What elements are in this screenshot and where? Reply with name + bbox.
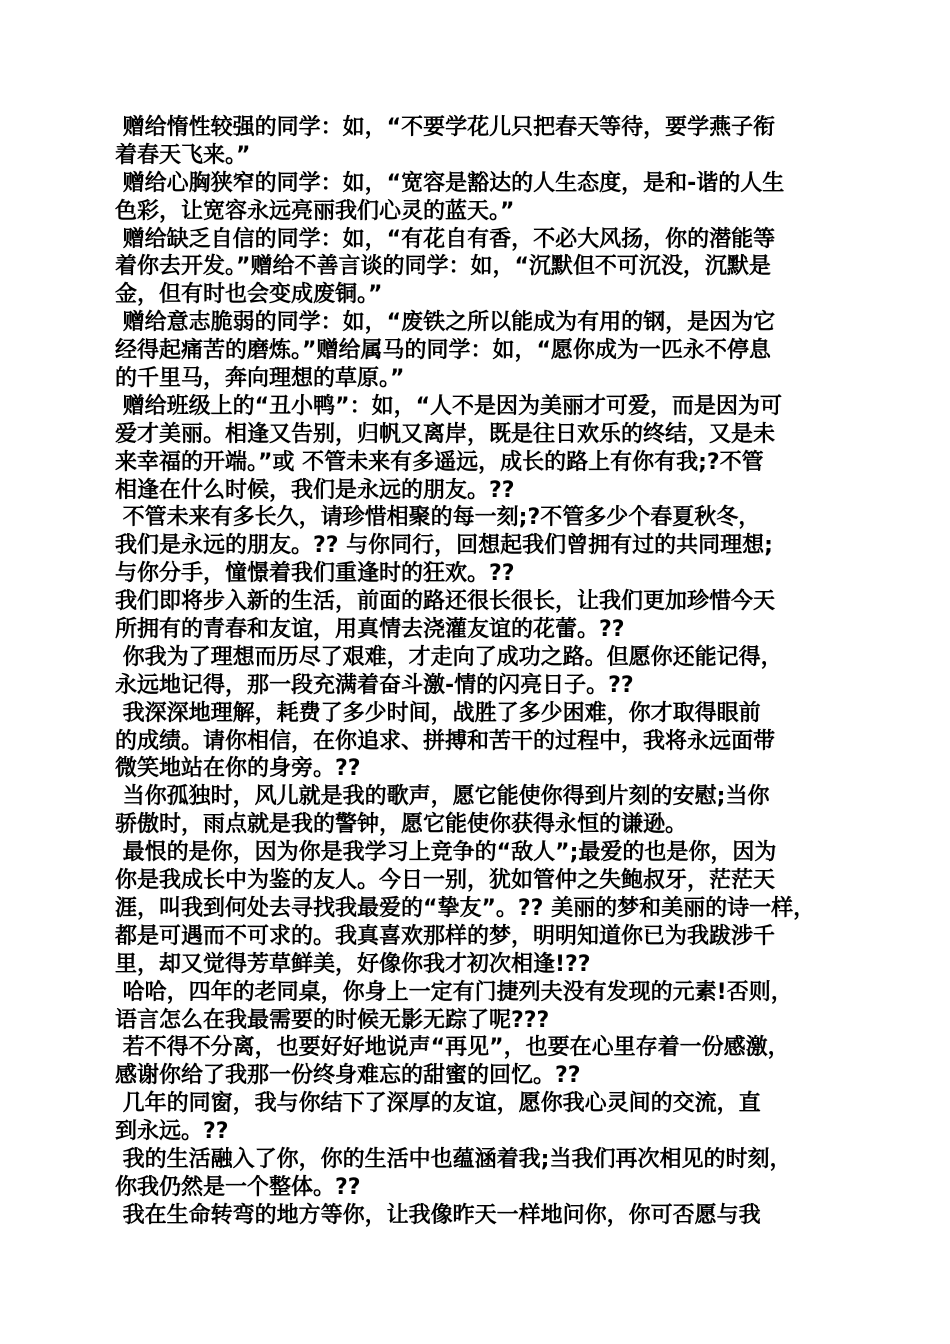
text-line: 的千里马，奔向理想的草原。” — [115, 366, 405, 392]
text-line: 语言怎么在我最需要的时候无影无踪了呢??? — [115, 1007, 550, 1033]
text-line: 我们是永远的朋友。?? 与你同行，回想起我们曾拥有过的共同理想; — [115, 533, 773, 559]
text-line: 我们即将步入新的生活，前面的路还很长很长，让我们更加珍惜今天 — [115, 589, 776, 615]
text-line: 来幸福的开端。”或 不管未来有多遥远，成长的路上有你有我;?不管 — [115, 449, 764, 475]
text-line: 与你分手，憧憬着我们重逢时的狂欢。?? — [115, 561, 515, 587]
text-line: 永远地记得，那一段充满着奋斗激-情的闪亮日子。?? — [115, 672, 634, 698]
text-line: 爱才美丽。相逢又告别，归帆又离岸，既是往日欢乐的终结，又是未 — [115, 421, 776, 447]
text-line: 最恨的是你，因为你是我学习上竞争的“敌人”;最爱的也是你，因为 — [115, 840, 777, 866]
document-body-text — [115, 114, 855, 1230]
text-line: 你我仍然是一个整体。?? — [115, 1174, 361, 1200]
text-line: 色彩，让宽容永远亮丽我们心灵的蓝天。” — [115, 198, 515, 224]
text-line: 我在生命转弯的地方等你，让我像昨天一样地问你，你可否愿与我 — [115, 1202, 761, 1228]
text-line: 赠给班级上的“丑小鸭”：如，“人不是因为美丽才可爱，而是因为可 — [115, 393, 783, 419]
text-line: 若不得不分离，也要好好地说声“再见”，也要在心里存着一份感激， — [115, 1035, 790, 1061]
text-line: 经得起痛苦的磨炼。”赠给属马的同学：如，“愿你成为一匹永不停息 — [115, 338, 771, 364]
text-line: 哈哈，四年的老同桌，你身上一定有门捷列夫没有发现的元素!否则， — [115, 979, 793, 1005]
text-line: 不管未来有多长久，请珍惜相聚的每一刻;?不管多少个春夏秋冬， — [115, 505, 761, 531]
text-line: 相逢在什么时候，我们是永远的朋友。?? — [115, 477, 515, 503]
text-line: 着春天飞来。” — [115, 142, 251, 168]
text-line: 微笑地站在你的身旁。?? — [115, 756, 361, 782]
text-line: 着你去开发。”赠给不善言谈的同学：如，“沉默但不可沉没，沉默是 — [115, 254, 771, 280]
text-line: 我的生活融入了你，你的生活中也蕴涵着我;当我们再次相见的时刻， — [115, 1146, 792, 1172]
text-line: 赠给心胸狭窄的同学：如，“宽容是豁达的人生态度，是和-谐的人生 — [115, 170, 785, 196]
text-line: 赠给意志脆弱的同学：如，“废铁之所以能成为有用的钢，是因为它 — [115, 310, 776, 336]
text-line: 赠给缺乏自信的同学：如，“有花自有香，不必大风扬，你的潜能等 — [115, 226, 776, 252]
text-line: 你我为了理想而历尽了艰难，才走向了成功之路。但愿你还能记得， — [115, 644, 783, 670]
text-line: 到永远。?? — [115, 1119, 229, 1145]
text-line: 都是可遇而不可求的。我真喜欢那样的梦，明明知道你已为我跋涉千 — [115, 923, 776, 949]
text-line: 感谢你给了我那一份终身难忘的甜蜜的回忆。?? — [115, 1063, 581, 1089]
text-line: 几年的同窗，我与你结下了深厚的友谊，愿你我心灵间的交流，直 — [115, 1091, 761, 1117]
text-line: 我深深地理解，耗费了多少时间，战胜了多少困难，你才取得眼前 — [115, 700, 761, 726]
text-line: 你是我成长中为鉴的友人。今日一别，犹如管仲之失鲍叔牙，茫茫天 — [115, 868, 776, 894]
text-line: 骄傲时，雨点就是我的警钟，愿它能使你获得永恒的谦逊。 — [115, 812, 688, 838]
text-line: 当你孤独时，风儿就是我的歌声，愿它能使你得到片刻的安慰;当你 — [115, 784, 770, 810]
text-line: 里，却又觉得芳草鲜美，好像你我才初次相逢!?? — [115, 951, 591, 977]
text-line: 赠给惰性较强的同学：如，“不要学花儿只把春天等待，要学燕子衔 — [115, 115, 776, 140]
text-line: 涯，叫我到何处去寻找我最爱的“挚友”。?? 美丽的梦和美丽的诗一样， — [115, 895, 816, 921]
text-line: 所拥有的青春和友谊，用真情去浇灌友谊的花蕾。?? — [115, 617, 625, 643]
text-line: 金，但有时也会变成废铜。” — [115, 282, 383, 308]
text-line: 的成绩。请你相信，在你追求、拼搏和苦干的过程中，我将永远面带 — [115, 728, 776, 754]
